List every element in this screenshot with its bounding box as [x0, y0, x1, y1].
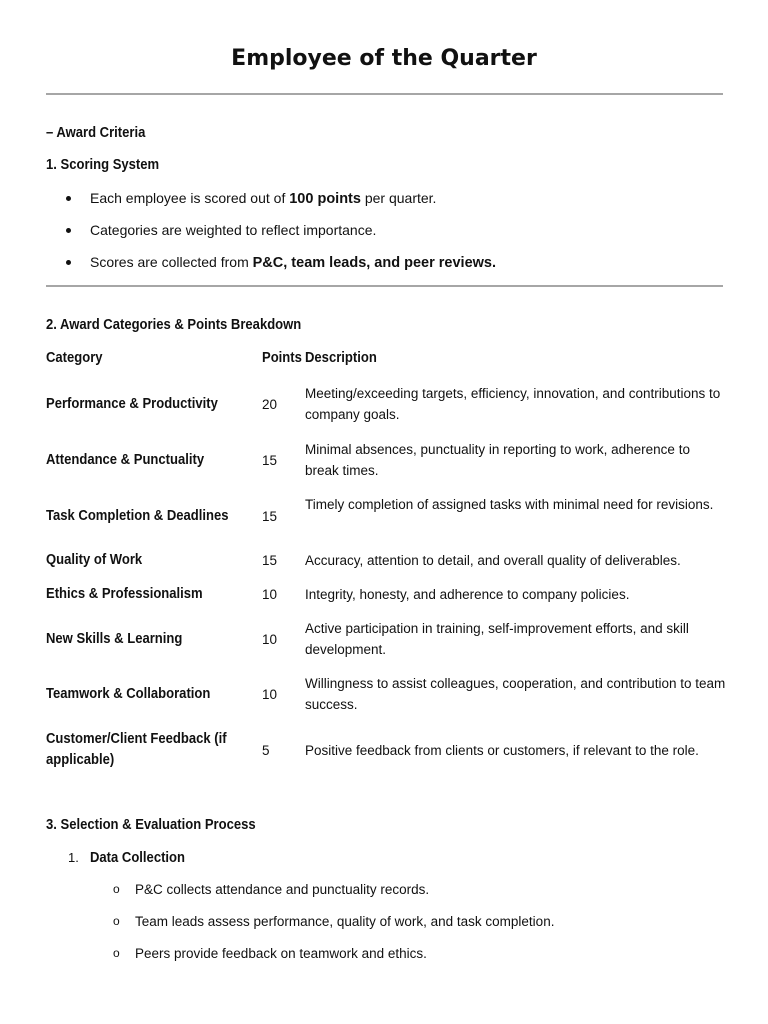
table-row-category: Teamwork & Collaboration	[46, 686, 211, 702]
column-header-description: Description	[305, 350, 377, 366]
table-row-points: 5	[262, 743, 270, 758]
column-header-points: Points	[262, 350, 302, 366]
table-row-points: 10	[262, 632, 278, 647]
table-row-category: New Skills & Learning	[46, 631, 183, 647]
bullet-dot-icon	[66, 196, 71, 201]
table-row-description: Meeting/exceeding targets, efficiency, innovation, and contributions to company goals.	[305, 386, 721, 422]
column-header-category: Category	[46, 350, 103, 366]
table-row-description: Accuracy, attention to detail, and overall quality of deliverables.	[305, 553, 681, 568]
process-heading: 3. Selection & Evaluation Process	[46, 817, 256, 833]
circle-bullet-icon: o	[113, 946, 120, 960]
table-row-points: 15	[262, 453, 278, 468]
process-sub-item: o Team leads assess performance, quality of work, and task completion.	[113, 914, 555, 929]
table-row-description: Positive feedback from clients or customers, if relevant to the role.	[305, 743, 699, 758]
process-step-data-collection: 1. Data Collection	[68, 850, 185, 866]
process-sub-item: o P&C collects attendance and punctuality records.	[113, 882, 430, 897]
table-row-category: Task Completion & Deadlines	[46, 508, 229, 524]
scoring-bullet-3: Scores are collected from P&C, team leads, and peer reviews.	[90, 254, 496, 271]
table-row-description: Timely completion of assigned tasks with minimal need for revisions.	[305, 497, 714, 512]
divider-top	[46, 93, 723, 95]
categories-heading: 2. Award Categories & Points Breakdown	[46, 317, 302, 333]
table-row-description: Minimal absences, punctuality in reporting to work, adherence to break times.	[305, 442, 690, 478]
table-row-points: 10	[262, 687, 278, 702]
bullet-dot-icon	[66, 228, 71, 233]
award-criteria-heading: – Award Criteria	[46, 125, 146, 141]
table-row-points: 10	[262, 587, 278, 602]
divider-middle	[46, 285, 723, 287]
table-row-points: 15	[262, 509, 278, 524]
table-row-category: Performance & Productivity	[46, 396, 218, 412]
table-row-category: Quality of Work	[46, 552, 143, 568]
bullet-dot-icon	[66, 260, 71, 265]
scoring-system-heading: 1. Scoring System	[46, 157, 160, 173]
scoring-bullet-2: Categories are weighted to reflect importance.	[90, 222, 376, 238]
scoring-bullet-1: Each employee is scored out of 100 points per quarter.	[90, 190, 436, 207]
table-row-category: Ethics & Professionalism	[46, 586, 203, 602]
page-title: Employee of the Quarter	[231, 46, 537, 71]
table-row-description: Integrity, honesty, and adherence to company policies.	[305, 587, 630, 602]
table-row-description: Willingness to assist colleagues, cooperation, and contribution to team success.	[305, 676, 726, 712]
circle-bullet-icon: o	[113, 914, 120, 928]
process-sub-item: o Peers provide feedback on teamwork and ethics.	[113, 946, 427, 961]
circle-bullet-icon: o	[113, 882, 120, 896]
table-row-category: Customer/Client Feedback (if applicable)	[46, 731, 227, 768]
table-row-description: Active participation in training, self-improvement efforts, and skill development.	[305, 621, 689, 657]
table-row-points: 20	[262, 397, 278, 412]
table-row-category: Attendance & Punctuality	[46, 452, 205, 468]
table-row-points: 15	[262, 553, 278, 568]
